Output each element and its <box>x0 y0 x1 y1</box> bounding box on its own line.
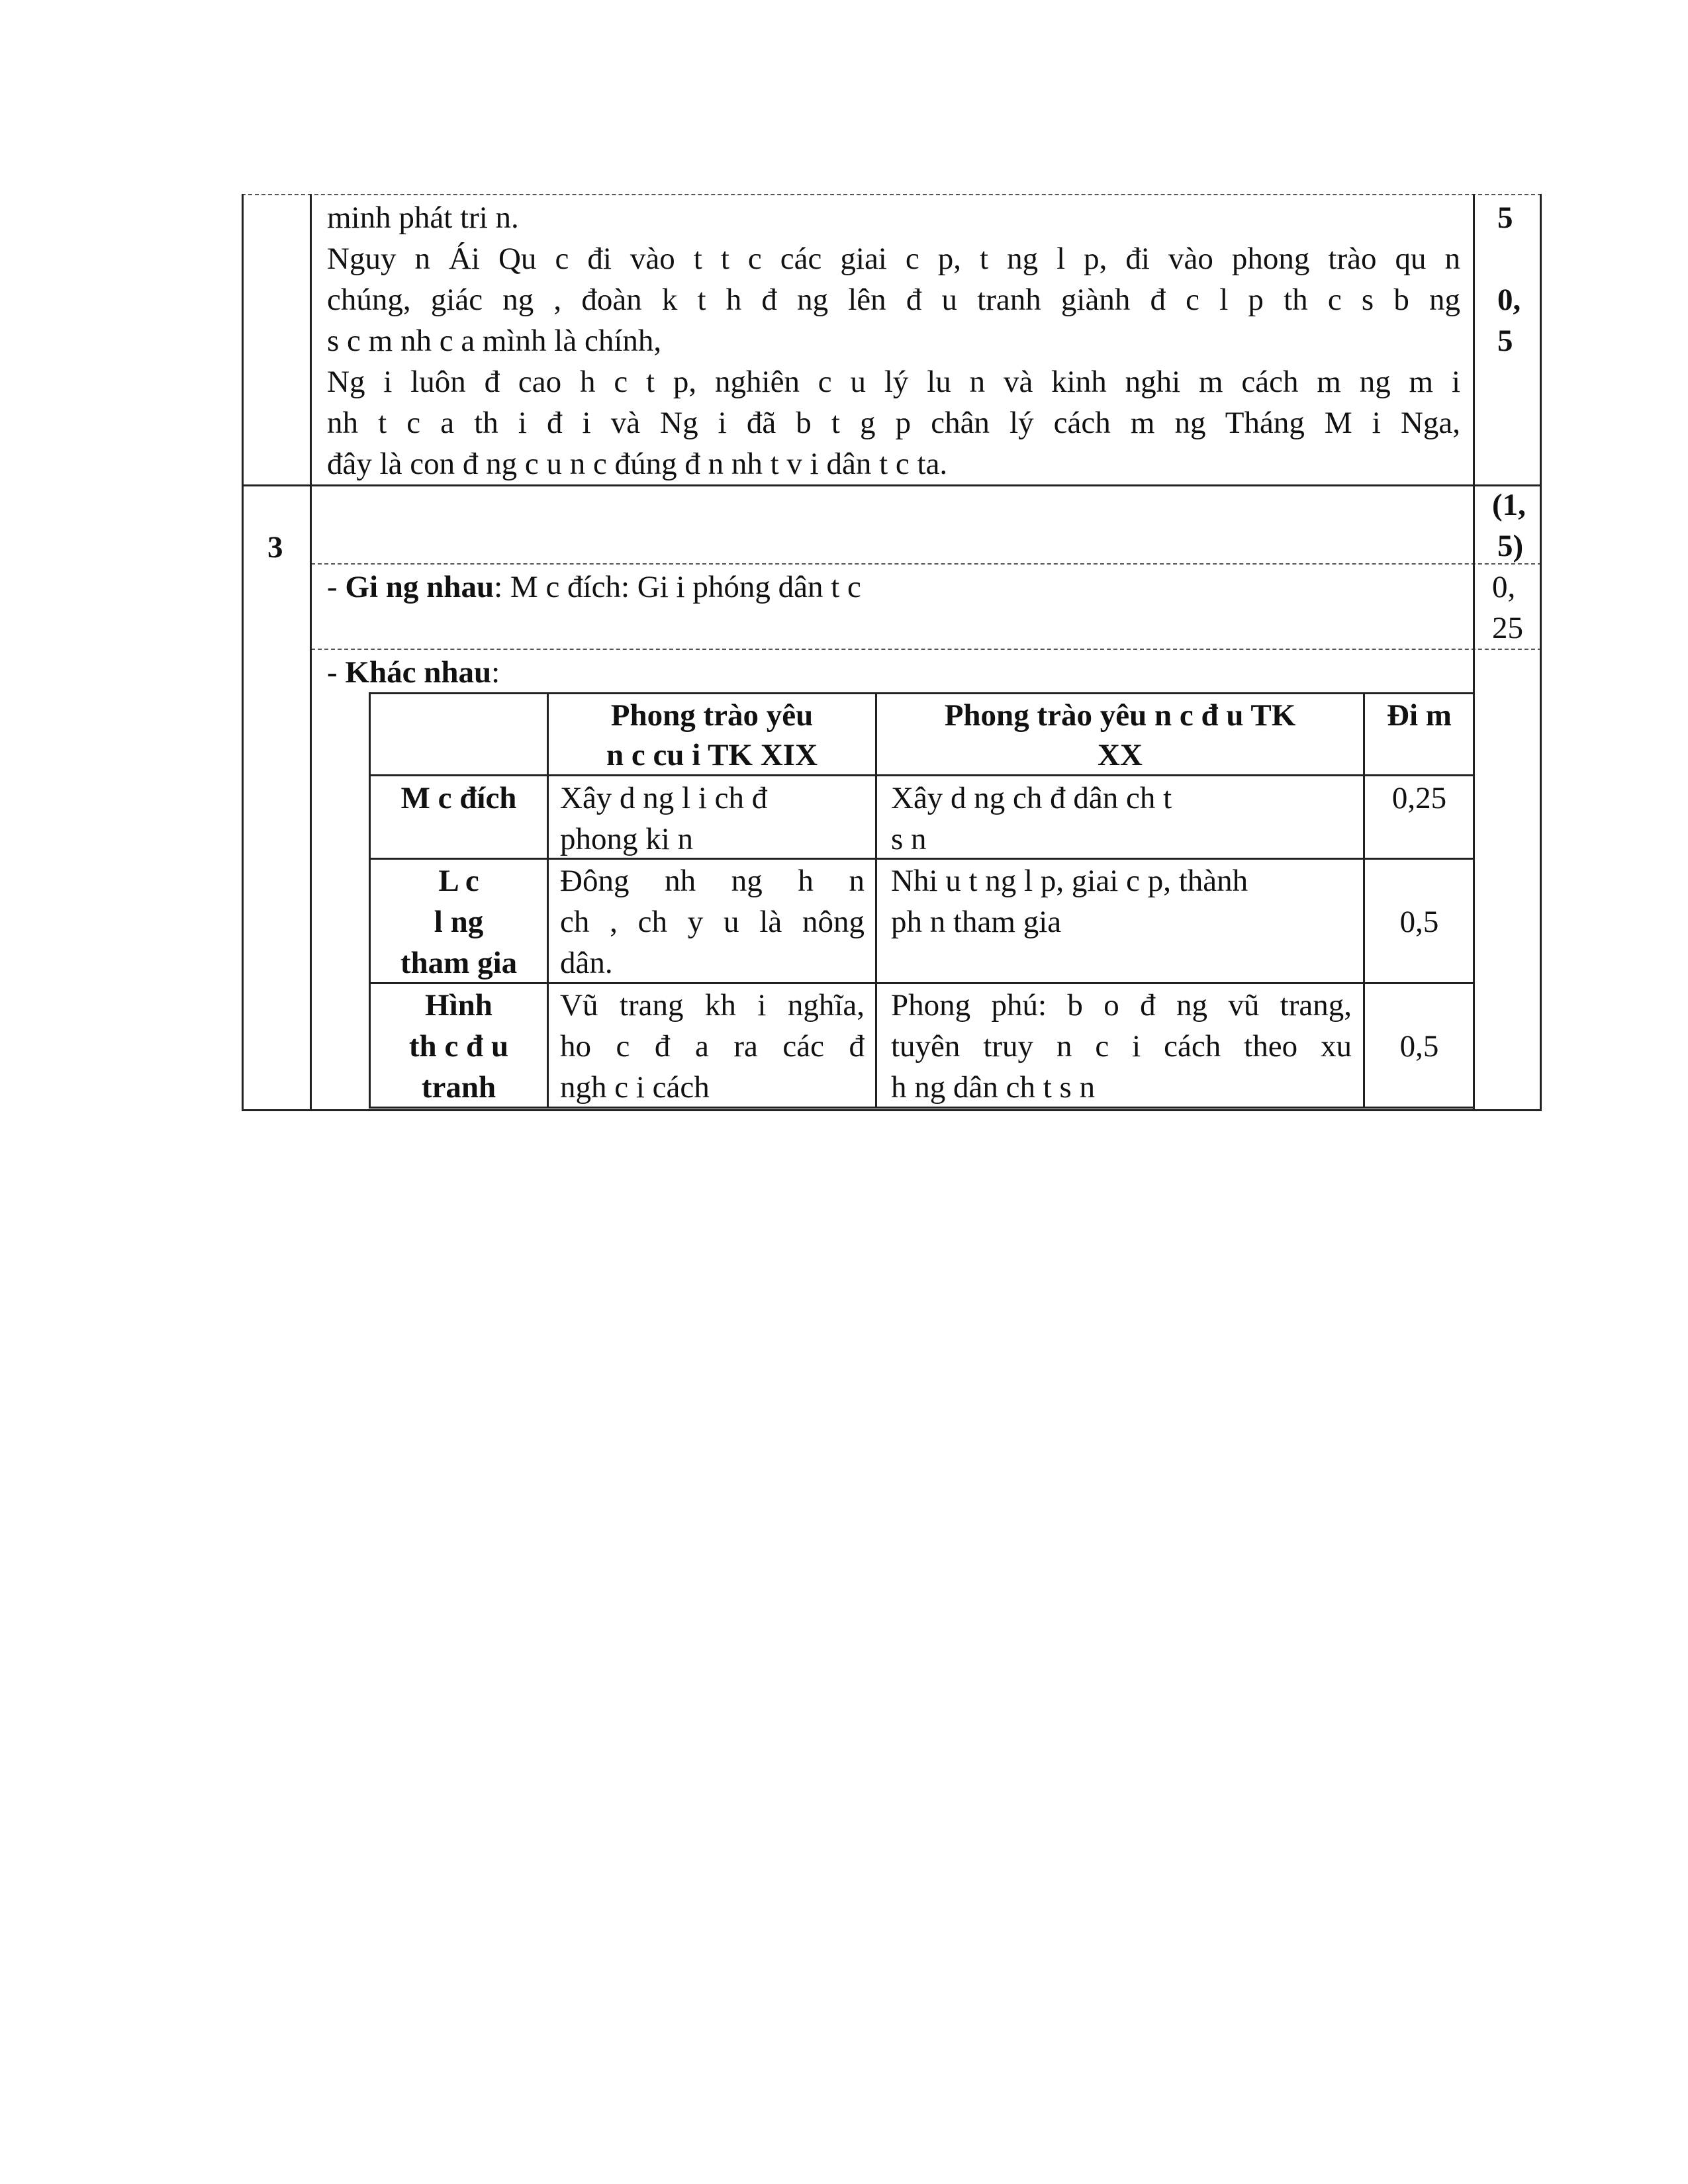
row2-col1-line1: Đông nh ng h n <box>560 864 865 898</box>
similar-row <box>327 567 861 608</box>
row2-score: 0,5 <box>1399 905 1439 939</box>
diff-label: Khác nhau <box>345 655 492 690</box>
row3-score: 0,5 <box>1399 1029 1439 1064</box>
row3-col2-line1: Phong phú: b o đ ng vũ trang, <box>891 988 1352 1023</box>
top-line-1: minh phát tri n. <box>327 201 519 235</box>
row1-col1-line2: phong ki n <box>560 822 694 856</box>
row2-col2-line1: Nhi u t ng l p, giai c p, thành <box>891 864 1248 898</box>
row2-col1-line2: ch , ch y u là nông <box>560 905 865 939</box>
row2-label-line1: L c <box>438 864 479 898</box>
q3-total-score-1: (1, <box>1492 488 1526 522</box>
similar-score-1: 0, <box>1492 570 1516 604</box>
outer-bottom-border <box>242 1109 1542 1111</box>
row3-col1-line1: Vũ trang kh i nghĩa, <box>560 988 865 1023</box>
row3-label-line3: tranh <box>421 1070 496 1105</box>
similar-label: Gi ng nhau <box>345 570 494 604</box>
row2-label-line2: l ng <box>434 905 484 939</box>
diff-row-label <box>327 652 500 693</box>
question-number: 3 <box>267 530 283 565</box>
diff-colon: : <box>491 655 500 690</box>
row3-col1-line3: ngh c i cách <box>560 1070 710 1105</box>
row2-label-line3: tham gia <box>400 946 518 980</box>
top-line-4: s c m nh c a mình là chính, <box>327 324 662 358</box>
header-col4: Đi m <box>1387 698 1452 733</box>
row1-col1-line1: Xây d ng l i ch đ <box>560 781 768 815</box>
row3-col1-line2: ho c đ a ra các đ <box>560 1029 865 1064</box>
q3-divider-1 <box>311 563 1542 565</box>
row3-label-line1: Hình <box>425 988 492 1023</box>
top-line-3: chúng, giác ng , đoàn k t h đ ng lên đ u tranh giành đ c l p th c s b ng <box>327 283 1460 317</box>
header-col3-line2: XX <box>1098 738 1143 772</box>
row2-col1-line3: dân. <box>560 946 613 980</box>
row3-col2-line3: h ng dân ch t s n <box>891 1070 1096 1105</box>
outer-row-divider <box>242 484 1542 486</box>
similar-score-2: 25 <box>1492 611 1523 645</box>
row1-label: M c đích <box>400 781 517 815</box>
row3-col2-line2: tuyên truy n c i cách theo xu <box>891 1029 1352 1064</box>
top-score-a: 5 <box>1497 201 1513 235</box>
diff-prefix: - <box>327 655 346 690</box>
header-col2-line2: n c cu i TK XIX <box>606 738 818 772</box>
row2-col2-line2: ph n tham gia <box>891 905 1062 939</box>
row1-col2-line2: s n <box>891 822 927 856</box>
header-col2-line1: Phong trào yêu <box>610 698 814 733</box>
row1-score: 0,25 <box>1391 781 1447 815</box>
outer-col-divider-1 <box>310 194 312 1111</box>
top-line-2: Nguy n Ái Qu c đi vào t t c các giai c p, t ng l p, đi vào phong trào qu n <box>327 242 1460 276</box>
row1-col2-line1: Xây d ng ch đ dân ch t <box>891 781 1172 815</box>
header-col3-line1: Phong trào yêu n c đ u TK <box>944 698 1296 733</box>
q3-divider-2 <box>311 649 1542 650</box>
top-score-b2: 5 <box>1497 324 1513 358</box>
outer-right-border <box>1540 194 1542 1111</box>
similar-text: : M c đích: Gi i phóng dân t c <box>494 570 861 604</box>
outer-top-border <box>242 194 1542 195</box>
similar-prefix: - <box>327 570 346 604</box>
top-line-7: đây là con đ ng c u n c đúng đ n nh t v i dân t c ta. <box>327 447 948 481</box>
inner-top-border <box>369 692 1473 694</box>
q3-total-score-2: 5) <box>1497 529 1524 563</box>
top-score-b1: 0, <box>1497 283 1521 317</box>
outer-col-divider-2 <box>1473 194 1475 1111</box>
outer-left-border <box>242 194 244 1111</box>
top-line-6: nh t c a th i đ i và Ng i đã b t g p chân lý cách m ng Tháng M i Nga, <box>327 406 1460 440</box>
row3-label-line2: th c đ u <box>408 1029 509 1064</box>
top-line-5: Ng i luôn đ cao h c t p, nghiên c u lý lu n và kinh nghi m cách m ng m i <box>327 365 1460 399</box>
